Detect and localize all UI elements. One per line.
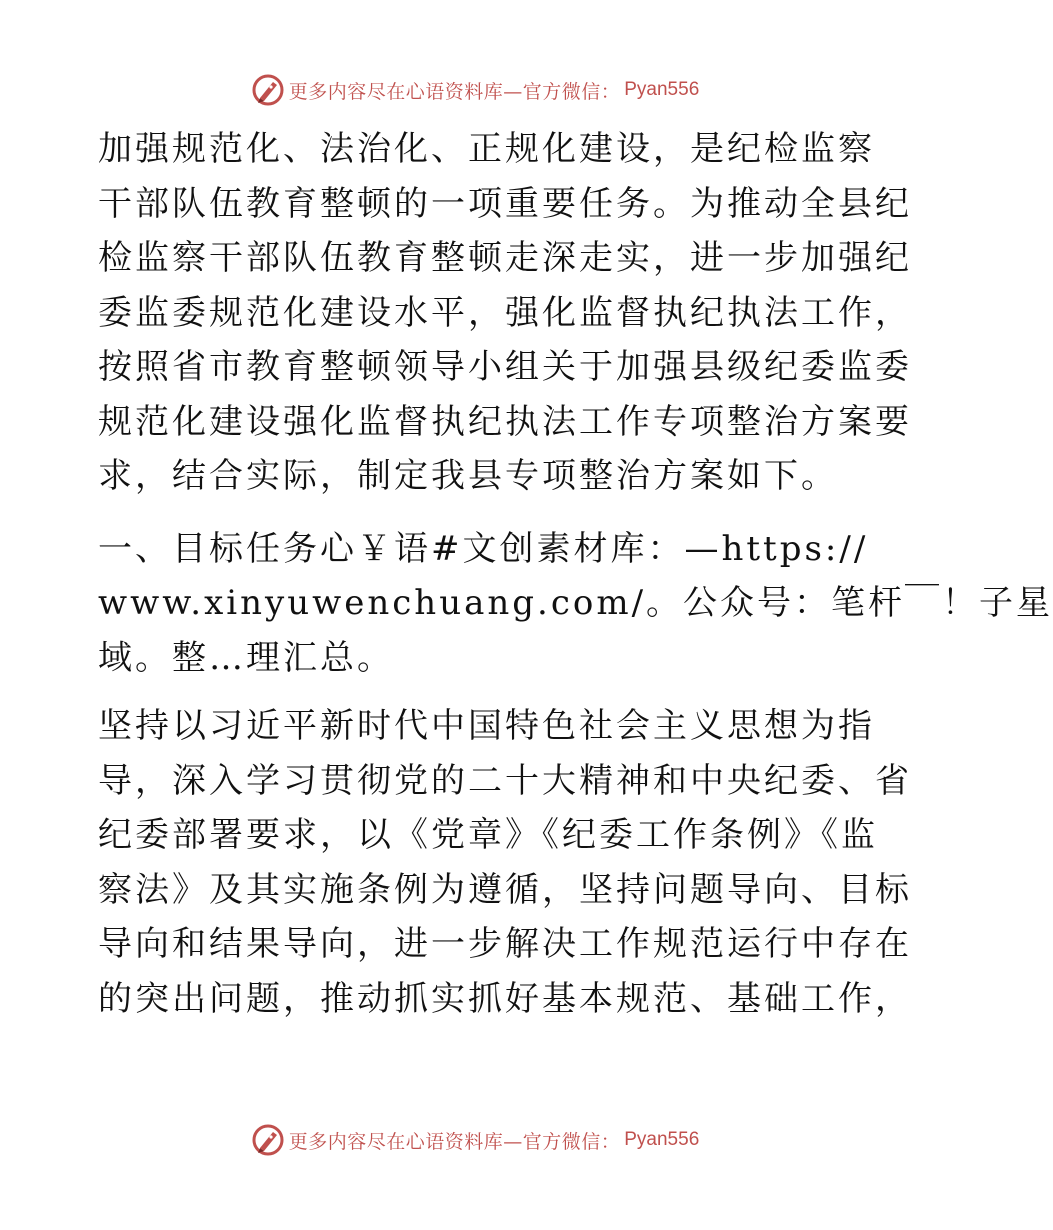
text-line: 按照省市教育整顿领导小组关于加强县级纪委监委 <box>98 347 912 387</box>
text-line: 干部队伍教育整顿的一项重要任务。为推动全县纪 <box>98 183 912 224</box>
text-line: 规范化建设强化监督执纪执法工作专项整治方案要 <box>98 401 912 442</box>
pen-nib-logo-icon <box>251 1123 285 1157</box>
text-line: 的突出问题，推动抓实抓好基本规范、基础工作， <box>98 978 912 1019</box>
paragraph-intro <box>98 122 912 504</box>
watermark-text: 更多内容尽在心语资料库—官方微信： <box>288 80 621 103</box>
text-line: 委监委规范化建设水平，强化监督执纪执法工作， <box>98 292 912 333</box>
text-line: 域。整…理汇总。 <box>98 637 394 678</box>
text-line: 求，结合实际，制定我县专项整治方案如下。 <box>98 456 838 496</box>
watermark-text: 更多内容尽在心语资料库—官方微信： <box>288 1130 621 1153</box>
text-line: 检监察干部队伍教育整顿走深走实，进一步加强纪 <box>98 238 912 278</box>
text-line: 导，深入学习贯彻党的二十大精神和中央纪委、省 <box>98 760 912 801</box>
text-line: 坚持以习近平新时代中国特色社会主义思想为指 <box>98 706 875 746</box>
text-line: 加强规范化、法治化、正规化建设，是纪检监察 <box>98 129 875 169</box>
text-line: 一、目标任务心￥语#文创素材库：—https:// <box>98 528 869 569</box>
pen-nib-logo-icon <box>251 73 285 107</box>
text-line: 察法》及其实施条例为遵循，坚持问题导向、目标 <box>98 869 912 910</box>
paragraph-guidance <box>98 699 912 1026</box>
text-line: 纪委部署要求，以《党章》《纪委工作条例》《监 <box>98 815 878 855</box>
text-line: 导向和结果导向，进一步解决工作规范运行中存在 <box>98 924 912 964</box>
watermark-wechat-id: Pyan556 <box>624 1129 700 1150</box>
section-heading-goals <box>98 522 1053 686</box>
watermark-wechat-id: Pyan556 <box>624 79 700 100</box>
footer-watermark <box>0 1118 950 1162</box>
header-watermark <box>0 68 950 112</box>
text-line: www.xinyuwenchuang.com/。公众号：笔杆￣！子星 <box>98 583 1053 623</box>
document-body <box>98 122 1053 1026</box>
